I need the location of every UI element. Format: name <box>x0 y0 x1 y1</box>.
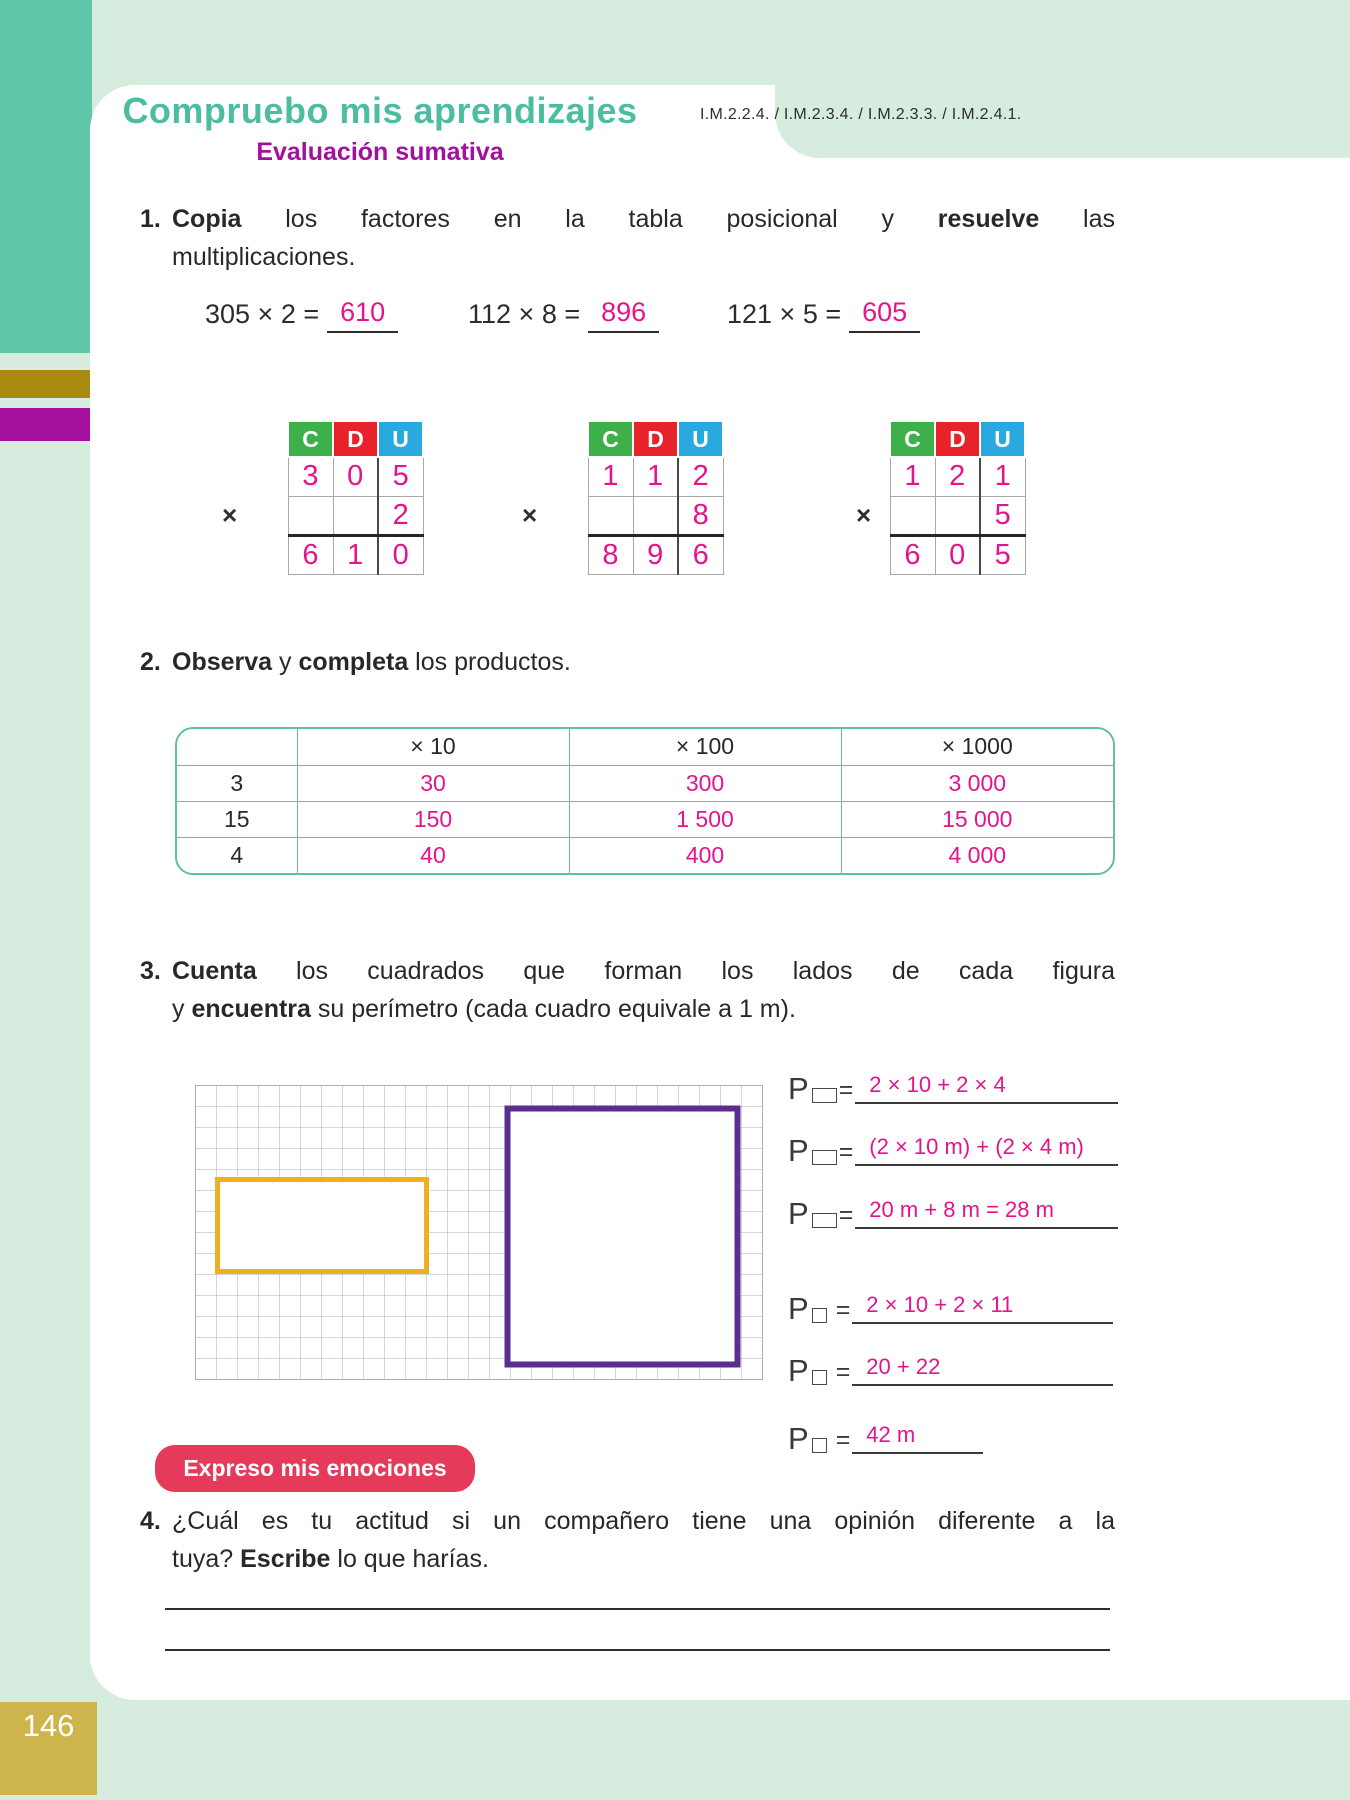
perimeter-answer-4: 2 × 10 + 2 × 11 <box>866 1292 1014 1317</box>
equals-sign: = <box>838 1076 854 1104</box>
perimeter-label: P <box>788 1421 809 1456</box>
header-cell-c: C <box>890 421 935 457</box>
question-4-number: 4. <box>140 1507 161 1535</box>
factor-row <box>588 457 723 496</box>
place-value-header-row <box>890 421 1025 457</box>
base-number-cell: 4 <box>177 837 297 873</box>
products-header-x100: × 100 <box>569 729 841 765</box>
perimeter-row-2 <box>788 1124 1118 1166</box>
products-row-4 <box>177 837 1113 873</box>
question-4 <box>140 1502 1115 1578</box>
digit-cell: 6 <box>678 535 723 574</box>
question-3-text-2: y <box>172 995 192 1023</box>
product-cell: 300 <box>569 765 841 801</box>
equals-sign: = <box>838 1138 854 1166</box>
perimeter-row-3 <box>788 1187 1118 1229</box>
equation-2 <box>468 297 659 333</box>
digit-cell: 5 <box>980 535 1025 574</box>
square-shape-icon <box>812 1370 827 1385</box>
digit-cell: 1 <box>980 457 1025 496</box>
perimeter-row-1 <box>788 1062 1118 1104</box>
digit-cell: 5 <box>378 457 423 496</box>
equation-1-answer-blank <box>327 297 398 333</box>
header-cell-u: U <box>678 421 723 457</box>
teal-side-block <box>0 0 92 353</box>
equation-2-answer: 896 <box>601 297 647 327</box>
equals-sign: = <box>838 1201 854 1229</box>
place-value-table-3 <box>889 420 1026 575</box>
equals-sign: = <box>835 1296 851 1324</box>
perimeter-answer-2: (2 × 10 m) + (2 × 4 m) <box>869 1134 1084 1159</box>
question-3-line-1 <box>140 952 1115 990</box>
equation-1 <box>205 297 398 333</box>
equation-3-expression: 121 × 5 = <box>727 299 842 329</box>
product-cell: 30 <box>297 765 569 801</box>
header-cell-c: C <box>588 421 633 457</box>
products-row-3 <box>177 765 1113 801</box>
digit-cell <box>890 496 935 535</box>
header-cell-d: D <box>333 421 378 457</box>
question-2-line <box>140 643 1115 681</box>
equals-sign: = <box>835 1358 851 1386</box>
product-row <box>588 535 723 574</box>
digit-cell: 1 <box>588 457 633 496</box>
page-number: 146 <box>0 1702 97 1795</box>
question-1-line-1 <box>140 200 1115 238</box>
question-3-text-3: su perímetro (cada cuadro equivale a 1 m). <box>310 995 796 1023</box>
digit-cell: 1 <box>633 457 678 496</box>
standards-codes: I.M.2.2.4. / I.M.2.3.4. / I.M.2.3.3. / I.M.2.4.1. <box>700 106 1022 123</box>
perimeter-row-6 <box>788 1412 983 1454</box>
product-row <box>288 535 423 574</box>
equation-3 <box>727 297 920 333</box>
rectangle-shape-icon <box>812 1213 837 1228</box>
question-3-bold-cuenta: Cuenta <box>172 957 257 985</box>
question-2 <box>140 643 1115 681</box>
digit-cell: 6 <box>890 535 935 574</box>
gold-side-bar <box>0 370 92 398</box>
multiplier-row <box>288 496 423 535</box>
product-row <box>890 535 1025 574</box>
equation-2-expression: 112 × 8 = <box>468 299 581 329</box>
writing-line-2 <box>165 1649 1110 1651</box>
answer-line <box>852 1354 1113 1386</box>
answer-line <box>855 1197 1118 1229</box>
digit-cell <box>288 496 333 535</box>
perimeter-row-5 <box>788 1344 1113 1386</box>
question-3-number: 3. <box>140 957 161 985</box>
perimeter-answer-1: 2 × 10 + 2 × 4 <box>869 1072 1006 1097</box>
multiplier-row <box>890 496 1025 535</box>
product-cell: 150 <box>297 801 569 837</box>
square-shape-icon <box>812 1438 827 1453</box>
digit-cell <box>588 496 633 535</box>
digit-cell: 1 <box>890 457 935 496</box>
question-4-text-2: tuya? <box>172 1545 241 1573</box>
rectangle-shape-icon <box>812 1088 837 1103</box>
digit-cell: 2 <box>378 496 423 535</box>
writing-line-1 <box>165 1608 1110 1610</box>
digit-cell: 2 <box>935 457 980 496</box>
codes-band <box>775 0 1350 158</box>
perimeter-label: P <box>788 1196 809 1231</box>
factor-row <box>890 457 1025 496</box>
digit-cell: 0 <box>935 535 980 574</box>
base-number-cell: 15 <box>177 801 297 837</box>
question-1-line-2: multiplicaciones. <box>172 243 356 271</box>
equation-2-answer-blank <box>588 297 659 333</box>
digit-cell: 9 <box>633 535 678 574</box>
rectangle-shape-icon <box>812 1150 837 1165</box>
question-3-text: los cuadrados que forman los lados de cada figura <box>256 957 1115 985</box>
question-3-bold-encuentra: encuentra <box>191 995 311 1023</box>
products-header-row <box>177 729 1113 765</box>
header-cell-u: U <box>378 421 423 457</box>
place-value-header-row <box>588 421 723 457</box>
product-cell: 1 500 <box>569 801 841 837</box>
digit-cell <box>633 496 678 535</box>
question-2-bold-observa: Observa <box>172 648 273 676</box>
digit-cell: 8 <box>678 496 723 535</box>
page-subtitle: Evaluación sumativa <box>256 138 504 166</box>
digit-cell: 2 <box>678 457 723 496</box>
question-1-text: los factores en la tabla posicional y <box>241 205 938 233</box>
answer-line <box>855 1072 1118 1104</box>
magenta-side-bar <box>0 408 92 441</box>
header-cell-d: D <box>935 421 980 457</box>
header-cell-u: U <box>980 421 1025 457</box>
yellow-rectangle <box>218 1180 427 1272</box>
times-sign-2: × <box>522 500 538 530</box>
question-4-text: ¿Cuál es tu actitud si un compañero tiene una opinión diferente a la <box>172 1507 1115 1535</box>
place-value-table-2 <box>587 420 724 575</box>
equation-3-answer-blank <box>849 297 920 333</box>
question-2-number: 2. <box>140 648 161 676</box>
multiplier-row <box>588 496 723 535</box>
question-4-line-2 <box>172 1540 1115 1578</box>
question-4-bold-escribe: Escribe <box>240 1545 331 1573</box>
products-header-cell <box>177 729 297 765</box>
question-1 <box>140 200 1115 276</box>
square-shape-icon <box>812 1308 827 1323</box>
digit-cell <box>935 496 980 535</box>
question-1-bold-copia: Copia <box>172 205 242 233</box>
equation-3-answer: 605 <box>862 297 908 327</box>
place-value-header-row <box>288 421 423 457</box>
products-table <box>175 727 1115 875</box>
purple-rectangle <box>508 1109 738 1365</box>
perimeter-label: P <box>788 1071 809 1106</box>
question-1-number: 1. <box>140 205 161 233</box>
digit-cell: 0 <box>378 535 423 574</box>
times-sign-1: × <box>222 500 238 530</box>
perimeter-answer-5: 20 + 22 <box>866 1354 941 1379</box>
answer-line <box>855 1134 1118 1166</box>
question-2-bold-completa: completa <box>298 648 409 676</box>
question-3-line-2 <box>172 990 1115 1028</box>
product-cell: 4 000 <box>841 837 1113 873</box>
question-1-text-tail: las <box>1039 205 1115 233</box>
equation-1-answer: 610 <box>340 297 386 327</box>
question-1-bold-resuelve: resuelve <box>937 205 1040 233</box>
question-2-text: y <box>272 648 299 676</box>
answer-line <box>852 1292 1113 1324</box>
header-cell-d: D <box>633 421 678 457</box>
perimeter-answer-6: 42 m <box>866 1422 916 1447</box>
products-header-x10: × 10 <box>297 729 569 765</box>
question-4-text-3: lo que harías. <box>330 1545 489 1573</box>
digit-cell: 6 <box>288 535 333 574</box>
question-4-line-1 <box>140 1502 1115 1540</box>
page-title: Compruebo mis aprendizajes <box>122 90 638 131</box>
digit-cell: 8 <box>588 535 633 574</box>
product-cell: 3 000 <box>841 765 1113 801</box>
products-header-x1000: × 1000 <box>841 729 1113 765</box>
digit-cell: 0 <box>333 457 378 496</box>
place-value-table-1 <box>287 420 424 575</box>
digit-cell: 1 <box>333 535 378 574</box>
header-cell-c: C <box>288 421 333 457</box>
product-cell: 400 <box>569 837 841 873</box>
digit-cell: 3 <box>288 457 333 496</box>
perimeter-row-4 <box>788 1282 1113 1324</box>
product-cell: 40 <box>297 837 569 873</box>
times-sign-3: × <box>856 500 872 530</box>
base-number-cell: 3 <box>177 765 297 801</box>
grid-figure <box>195 1085 765 1381</box>
question-3 <box>140 952 1115 1028</box>
equation-1-expression: 305 × 2 = <box>205 299 320 329</box>
products-row-15 <box>177 801 1113 837</box>
perimeter-label: P <box>788 1133 809 1168</box>
emotions-badge: Expreso mis emociones <box>155 1445 475 1492</box>
perimeter-label: P <box>788 1353 809 1388</box>
factor-row <box>288 457 423 496</box>
question-2-text-tail: los productos. <box>408 648 571 676</box>
answer-line <box>852 1422 983 1454</box>
digit-cell <box>333 496 378 535</box>
equals-sign: = <box>835 1426 851 1454</box>
perimeter-answer-3: 20 m + 8 m = 28 m <box>869 1197 1054 1222</box>
perimeter-label: P <box>788 1291 809 1326</box>
product-cell: 15 000 <box>841 801 1113 837</box>
digit-cell: 5 <box>980 496 1025 535</box>
